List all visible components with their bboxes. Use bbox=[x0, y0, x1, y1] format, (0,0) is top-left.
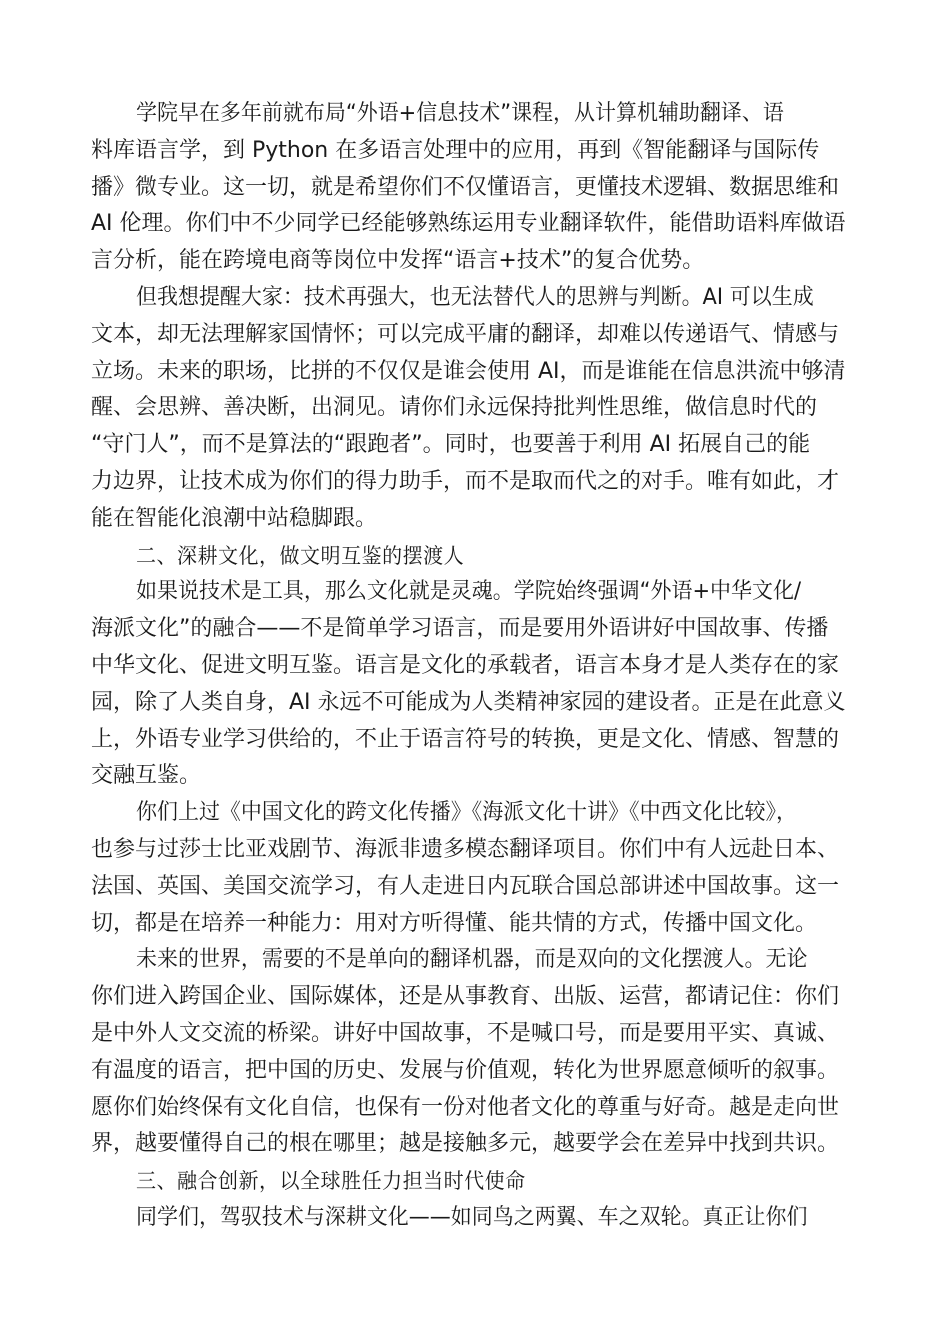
paragraph-line: 如果说技术是工具，那么文化就是灵魂。学院始终强调“外语+中华文化/ bbox=[136, 579, 802, 605]
paragraph-line: 能在智能化浪潮中站稳脚跟。 bbox=[91, 505, 378, 531]
paragraph-line: AI 伦理。你们中不少同学已经能够熟练运用专业翻译软件，能借助语料库做语 bbox=[91, 211, 846, 237]
paragraph-line: 中华文化、促进文明互鉴。语言是文化的承载者，语言本身才是人类存在的家 bbox=[91, 653, 840, 678]
paragraph-line: 界，越要懂得自己的根在哪里；越是接触多元，越要学会在差异中找到共识。 bbox=[91, 1131, 840, 1157]
paragraph-line: 言分析，能在跨境电商等岗位中发挥“语言+技术”的复合优势。 bbox=[91, 248, 705, 274]
paragraph-line: 醒、会思辨、善决断，出洞见。请你们永远保持批判性思维，做信息时代的 bbox=[91, 395, 818, 421]
paragraph-line: 播》微专业。这一切，就是希望你们不仅懂语言，更懂技术逻辑、数据思维和 bbox=[91, 174, 840, 200]
paragraph-line: 学院早在多年前就布局“外语+信息技术”课程，从计算机辅助翻译、语 bbox=[136, 101, 784, 126]
section-heading-2: 二、深耕文化，做文明互鉴的摆渡人 bbox=[136, 543, 465, 568]
paragraph-line: 上，外语专业学习供给的，不止于语言符号的转换，更是文化、情感、智慧的 bbox=[91, 726, 840, 752]
paragraph-line: 料库语言学，到 Python 在多语言处理中的应用，再到《智能翻译与国际传 bbox=[91, 137, 820, 163]
paragraph-line: 力边界，让技术成为你们的得力助手，而不是取而代之的对手。唯有如此，才 bbox=[91, 469, 840, 494]
paragraph-line: 你们进入跨国企业、国际媒体，还是从事教育、出版、运营，都请记住：你们 bbox=[91, 984, 840, 1010]
section-heading-3: 三、融合创新，以全球胜任力担当时代使命 bbox=[136, 1169, 526, 1194]
paragraph-line: 海派文化”的融合——不是简单学习语言，而是要用外语讲好中国故事、传播 bbox=[91, 616, 829, 642]
paragraph-line: 也参与过莎士比亚戏剧节、海派非遗多模态翻译项目。你们中有人远赴日本、 bbox=[91, 837, 840, 862]
paragraph-line: 有温度的语言，把中国的历史、发展与价值观，转化为世界愿意倾听的叙事。 bbox=[91, 1057, 840, 1083]
paragraph-line: 立场。未来的职场，比拼的不仅仅是谁会使用 AI，而是谁能在信息洪流中够清 bbox=[91, 358, 846, 384]
paragraph-line: 园，除了人类自身，AI 永远不可能成为人类精神家园的建设者。正是在此意义 bbox=[91, 689, 846, 715]
paragraph-line: 未来的世界，需要的不是单向的翻译机器，而是双向的文化摆渡人。无论 bbox=[136, 947, 808, 973]
paragraph-line: 同学们，驾驭技术与深耕文化——如同鸟之两翼、车之双轮。真正让你们 bbox=[136, 1205, 808, 1230]
paragraph-line: 切，都是在培养一种能力：用对方听得懂、能共情的方式，传播中国文化。 bbox=[91, 910, 818, 936]
paragraph-line: 愿你们始终保有文化自信，也保有一份对他者文化的尊重与好奇。越是走向世 bbox=[91, 1094, 840, 1120]
paragraph-line: 交融互鉴。 bbox=[91, 763, 202, 789]
paragraph-line: 是中外人文交流的桥梁。讲好中国故事，不是喊口号，而是要用平实、真诚、 bbox=[91, 1021, 840, 1046]
paragraph-line: 你们上过《中国文化的跨文化传播》《海派文化十讲》《中西文化比较》， bbox=[136, 800, 797, 826]
paragraph-line: 法国、英国、美国交流学习，有人走进日内瓦联合国总部讲述中国故事。这一 bbox=[91, 873, 840, 899]
paragraph-line: 但我想提醒大家：技术再强大，也无法替代人的思辨与判断。AI 可以生成 bbox=[136, 285, 814, 310]
paragraph-line: “守门人”，而不是算法的“跟跑者”。同时，也要善于利用 AI 拓展自己的能 bbox=[91, 432, 811, 458]
paragraph-line: 文本，却无法理解家国情怀；可以完成平庸的翻译，却难以传递语气、情感与 bbox=[91, 321, 840, 347]
